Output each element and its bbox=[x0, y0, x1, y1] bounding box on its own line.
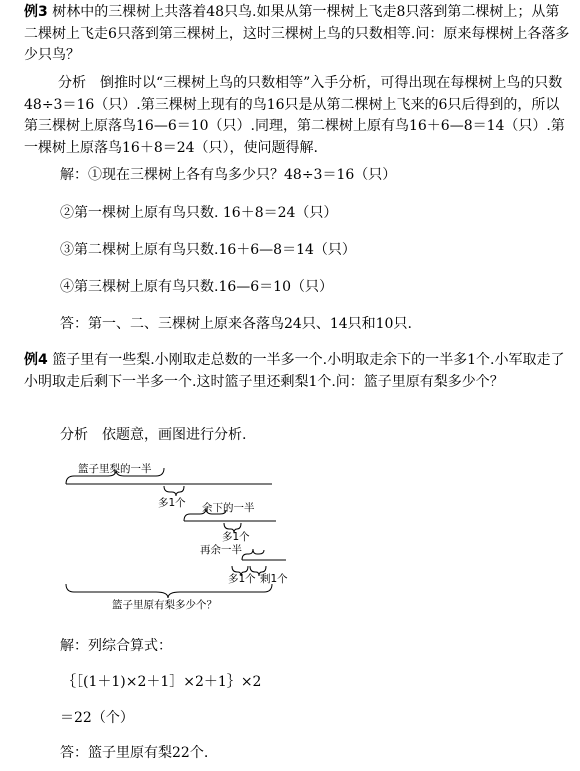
example4-result: ＝22（个） bbox=[60, 710, 134, 726]
example3-answer: 答：第一、二、三棵树上原来各落鸟24只、14只和10只. bbox=[60, 316, 412, 332]
example3-step1: 解：①现在三棵树上各有鸟多少只？48÷3＝16（只） bbox=[60, 167, 397, 183]
example3-problem bbox=[24, 2, 572, 67]
label-remaining-half: 余下的一半 bbox=[202, 502, 255, 514]
brace-another-half bbox=[242, 549, 264, 560]
example3-tag: 例3 bbox=[24, 4, 48, 20]
example4-problem bbox=[24, 350, 572, 393]
brace-more1-a bbox=[164, 486, 184, 496]
label-more1-c: 多1个 bbox=[228, 573, 256, 585]
example3-step3: ③第二棵树上原有鸟只数.16＋6—8＝14（只） bbox=[60, 242, 356, 258]
label-more1-a: 多1个 bbox=[158, 497, 186, 509]
example4-tag: 例4 bbox=[24, 352, 48, 368]
example3-analysis: 分析 倒推时以“三棵树上鸟的只数相等”入手分析，可得出现在每棵树上鸟的只数48÷3＝16（只）.第三棵树上现有的鸟16只是从第二棵树上飞来的6只后得到的，所以第三棵树上原落鸟16—6＝10（只）.同理，第二棵树上原有鸟16＋6—8＝14（只）.第一棵树上原落鸟16＋8＝24（只），使问题得解. bbox=[24, 75, 565, 156]
label-left1: 剩1个 bbox=[260, 573, 288, 585]
brace-total bbox=[66, 584, 272, 598]
label-another-half: 再余一半 bbox=[200, 544, 242, 556]
example3-step2: ②第一棵树上原有鸟只数. 16＋8＝24（只） bbox=[60, 205, 338, 221]
example3-step4: ④第三棵树上原有鸟只数.16—6＝10（只） bbox=[60, 279, 333, 295]
label-half: 篮子里梨的一半 bbox=[78, 463, 152, 475]
example4-answer: 答：篮子里原有梨22个. bbox=[60, 745, 209, 761]
example4-analysis: 分析 依题意，画图进行分析. bbox=[60, 427, 247, 443]
example4-formula: ｛［(1＋1)×2＋1］×2＋1｝×2 bbox=[62, 674, 262, 690]
example4-problem-text: 篮子里有一些梨.小刚取走总数的一半多一个.小明取走余下的一半多1个.小军取走了小明取走后剩下一半多一个.这时篮子里还剩梨1个.问：篮子里原有梨多少个？ bbox=[24, 352, 565, 390]
example4-solution-label: 解：列综合算式： bbox=[60, 638, 172, 654]
example3-problem-text: 树林中的三棵树上共落着48只鸟.如果从第一棵树上飞走8只落到第二棵树上；从第二棵树上飞走6只落到第三棵树上，这时三棵树上鸟的只数相等.问：原来每棵树上各落多少只鸟？ bbox=[24, 4, 570, 63]
label-more1-b: 多1个 bbox=[222, 531, 250, 543]
label-question: 篮子里原有梨多少个？ bbox=[112, 599, 217, 611]
line-segment-diagram bbox=[60, 460, 320, 620]
